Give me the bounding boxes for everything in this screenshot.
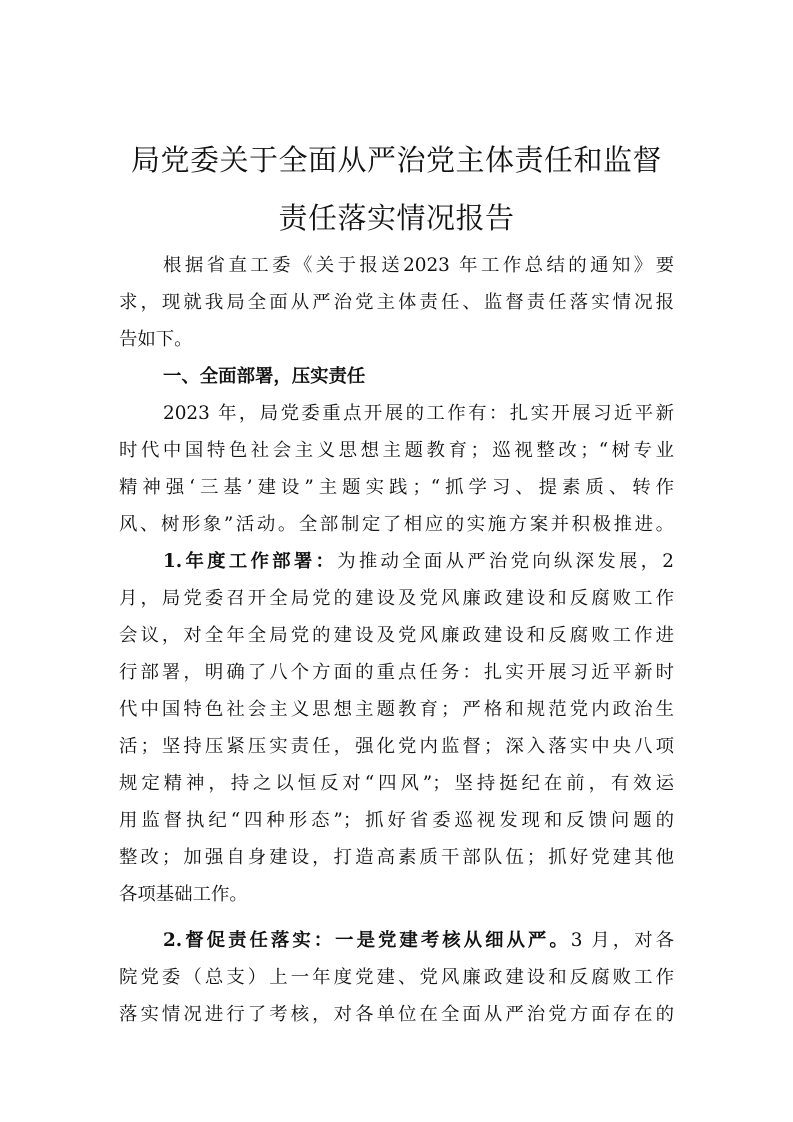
item-1-line-2: 月，局党委召开全局党的建设及党风廉政建设和反腐败工作	[119, 588, 674, 609]
item-1-line-7: 规定精神，持之以恒反对“四风”；坚持挺纪在前，有效运	[119, 773, 674, 794]
report-title-line-2: 责任落实情况报告	[278, 201, 515, 235]
item-1-label: 1.年度工作部署：	[163, 551, 338, 572]
intro-line-3: 告如下。	[119, 329, 193, 350]
item-1-first-text: 为推动全面从严治党向纵深发展，2	[337, 551, 675, 572]
item-1-first-line	[163, 550, 674, 574]
section-1-para-line-3: 精神强‘三基’建设”主题实践；“抓学习、提素质、转作	[119, 477, 674, 498]
section-1-para-line-1: 2023 年，局党委重点开展的工作有：扎实开展习近平新	[163, 403, 674, 424]
section-1-heading: 一、全面部署，压实责任	[163, 366, 366, 387]
item-1-line-9: 整改；加强自身建设，打造高素质干部队伍；抓好党建其他	[119, 847, 674, 868]
intro-line-2: 求，现就我局全面从严治党主体责任、监督责任落实情况报	[119, 292, 674, 313]
item-2-first-line	[163, 929, 674, 953]
item-2-first-text: 3 月，对各	[570, 930, 675, 951]
item-2-line-2: 院党委（总支）上一年度党建、党风廉政建设和反腐败工作	[119, 967, 674, 988]
item-1-line-3: 会议，对全年全局党的建设及党风廉政建设和反腐败工作进	[119, 625, 674, 646]
item-1-line-6: 活；坚持压紧压实责任，强化党内监督；深入落实中央八项	[119, 736, 674, 757]
item-1-line-10: 各项基础工作。	[119, 884, 248, 905]
section-1-para-line-4: 风、树形象”活动。全部制定了相应的实施方案并积极推进。	[119, 514, 674, 535]
item-2-label: 2.督促责任落实：一是党建考核从细从严。	[163, 930, 571, 951]
section-1-para-line-2: 时代中国特色社会主义思想主题教育；巡视整改；“树专业	[119, 440, 674, 461]
item-1-line-5: 代中国特色社会主义思想主题教育；严格和规范党内政治生	[119, 699, 674, 720]
report-title-line-1: 局党委关于全面从严治党主体责任和监督	[130, 143, 662, 177]
item-2-line-3: 落实情况进行了考核，对各单位在全面从严治党方面存在的	[119, 1004, 674, 1025]
item-1-line-4: 行部署，明确了八个方面的重点任务：扎实开展习近平新时	[119, 662, 674, 683]
intro-line-1: 根据省直工委《关于报送2023 年工作总结的通知》要	[163, 255, 674, 276]
item-1-line-8: 用监督执纪“四种形态”；抓好省委巡视发现和反馈问题的	[119, 810, 674, 831]
